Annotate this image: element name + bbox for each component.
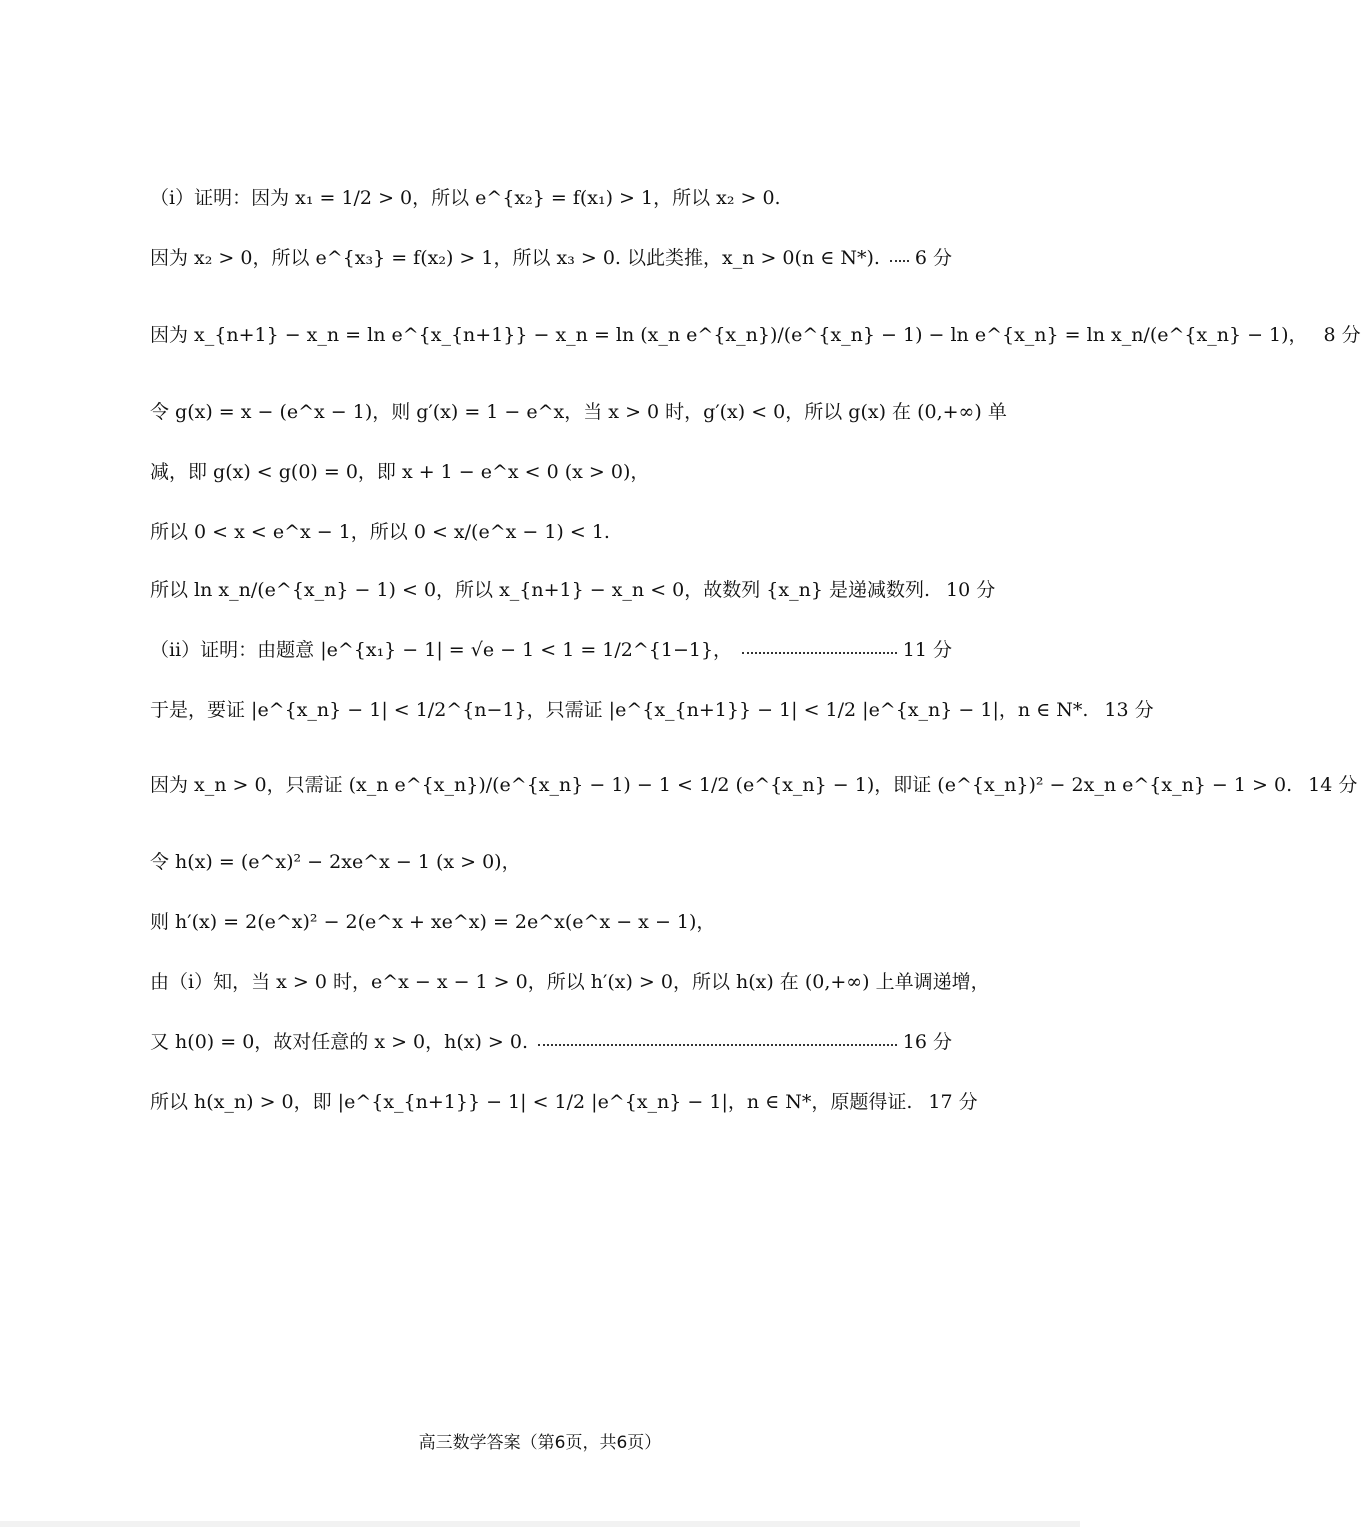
dotted-leader (538, 1042, 897, 1046)
score-label: 13 分 (1104, 698, 1154, 721)
score-label: 6 分 (914, 246, 952, 269)
scan-edge (0, 1521, 1080, 1527)
score-label: 14 分 (1308, 773, 1358, 796)
solution-line-8 (150, 620, 952, 676)
line-text: 又 h(0) = 0，故对任意的 x > 0，h(x) > 0. (150, 1030, 529, 1053)
solution-line-1 (150, 168, 952, 224)
line-text: 所以 h(x_n) > 0，即 |e^{x_{n+1}} − 1| < 1/2 |e^{x_n} − 1|，n ∈ N*，原题得证. (150, 1090, 913, 1113)
solution-line-13 (150, 952, 990, 1008)
solution-line-6 (150, 502, 952, 558)
solution-line-10 (150, 755, 1358, 811)
line-text: 令 g(x) = x − (e^x − 1)，则 g′(x) = 1 − e^x，当 x > 0 时，g′(x) < 0，所以 g(x) 在 (0,+∞) 单 (150, 400, 1007, 423)
solution-line-2 (150, 228, 952, 284)
dotted-leader (890, 258, 909, 262)
score-label: 8 分 (1323, 323, 1361, 346)
dotted-leader (742, 650, 897, 654)
line-text: 因为 x_n > 0，只需证 (x_n e^{x_n})/(e^{x_n} − 1) − 1 < 1/2 (e^{x_n} − 1)，即证 (e^{x_n})² − 2x_n e^{x_n} − 1 > 0. (150, 773, 1293, 796)
solution-line-12 (150, 892, 952, 948)
solution-line-4 (150, 382, 1007, 438)
line-text: （ⅰ）证明：因为 x₁ = 1/2 > 0，所以 e^{x₂} = f(x₁) > 1，所以 x₂ > 0. (150, 186, 781, 209)
solution-line-14 (150, 1012, 952, 1068)
line-text: 所以 ln x_n/(e^{x_n} − 1) < 0，所以 x_{n+1} − x_n < 0，故数列 {x_n} 是递减数列. (150, 578, 931, 601)
solution-line-3 (150, 305, 1361, 361)
score-label: 10 分 (946, 578, 996, 601)
solution-line-11 (150, 832, 952, 888)
line-text: 减，即 g(x) < g(0) = 0，即 x + 1 − e^x < 0 (x > 0)， (150, 460, 650, 483)
solution-line-7 (150, 560, 996, 616)
solution-line-5 (150, 442, 952, 498)
line-text: 令 h(x) = (e^x)² − 2xe^x − 1 (x > 0)， (150, 850, 521, 873)
score-label: 11 分 (902, 638, 952, 661)
line-text: 由（ⅰ）知，当 x > 0 时，e^x − x − 1 > 0，所以 h′(x) > 0，所以 h(x) 在 (0,+∞) 上单调递增， (150, 970, 990, 993)
solution-line-9 (150, 680, 1154, 736)
solution-line-15 (150, 1072, 978, 1128)
line-text: （ⅱ）证明：由题意 |e^{x₁} − 1| = √e − 1 < 1 = 1/2^{1−1}， (150, 638, 733, 661)
line-text: 因为 x_{n+1} − x_n = ln e^{x_{n+1}} − x_n = ln (x_n e^{x_n})/(e^{x_n} − 1) − ln e^{x_n} = ln x_n/(e^{x_n} − 1)， (150, 323, 1308, 346)
score-label: 16 分 (902, 1030, 952, 1053)
line-text: 所以 0 < x < e^x − 1，所以 0 < x/(e^x − 1) < 1. (150, 520, 610, 543)
score-label: 17 分 (928, 1090, 978, 1113)
line-text: 因为 x₂ > 0，所以 e^{x₃} = f(x₂) > 1，所以 x₃ > 0. 以此类推，x_n > 0(n ∈ N*). (150, 246, 880, 269)
page-footer: 高三数学答案（第6页，共6页） (418, 1433, 662, 1453)
line-text: 于是，要证 |e^{x_n} − 1| < 1/2^{n−1}，只需证 |e^{x_{n+1}} − 1| < 1/2 |e^{x_n} − 1|，n ∈ N*. (150, 698, 1089, 721)
line-text: 则 h′(x) = 2(e^x)² − 2(e^x + xe^x) = 2e^x(e^x − x − 1)， (150, 910, 716, 933)
